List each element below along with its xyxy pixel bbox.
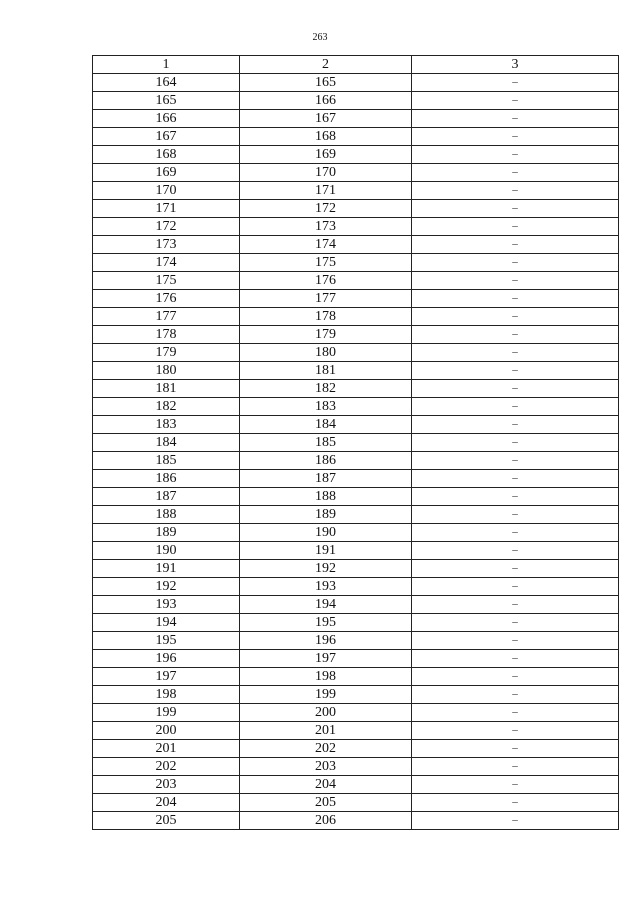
table-row — [93, 164, 619, 182]
table-cell: 188 — [93, 506, 240, 524]
dash-cell: – — [412, 776, 619, 794]
table-cell: 179 — [93, 344, 240, 362]
dash-cell: – — [412, 218, 619, 236]
table-cell: 180 — [93, 362, 240, 380]
table-cell: 202 — [93, 758, 240, 776]
dash-cell: – — [412, 380, 619, 398]
table-row — [93, 542, 619, 560]
table-row — [93, 380, 619, 398]
dash-cell: – — [412, 758, 619, 776]
dash-cell: – — [412, 146, 619, 164]
table-cell: 182 — [93, 398, 240, 416]
dash-cell: – — [412, 434, 619, 452]
table-cell: 205 — [240, 794, 412, 812]
table-row — [93, 344, 619, 362]
table-cell: 179 — [240, 326, 412, 344]
table-cell: 176 — [93, 290, 240, 308]
table-cell: 183 — [93, 416, 240, 434]
table-row — [93, 290, 619, 308]
table-row — [93, 596, 619, 614]
table-row — [93, 560, 619, 578]
table-cell: 173 — [240, 218, 412, 236]
table-row — [93, 236, 619, 254]
table-cell: 172 — [240, 200, 412, 218]
table-row — [93, 704, 619, 722]
table-row — [93, 578, 619, 596]
table-row — [93, 110, 619, 128]
table-cell: 173 — [93, 236, 240, 254]
table-cell: 180 — [240, 344, 412, 362]
dash-cell: – — [412, 182, 619, 200]
table-header — [93, 56, 619, 74]
table-row — [93, 326, 619, 344]
table-cell: 174 — [240, 236, 412, 254]
dash-cell: – — [412, 74, 619, 92]
table-cell: 182 — [240, 380, 412, 398]
dash-cell: – — [412, 416, 619, 434]
table-row — [93, 416, 619, 434]
table-row — [93, 524, 619, 542]
page-number: 263 — [312, 32, 328, 43]
dash-cell: – — [412, 470, 619, 488]
dash-cell: – — [412, 506, 619, 524]
table-cell: 197 — [240, 650, 412, 668]
header-row — [93, 56, 619, 74]
table-cell: 201 — [240, 722, 412, 740]
table-cell: 195 — [93, 632, 240, 650]
table-cell: 204 — [240, 776, 412, 794]
table-cell: 165 — [93, 92, 240, 110]
table-cell: 186 — [240, 452, 412, 470]
table-row — [93, 362, 619, 380]
dash-cell: – — [412, 578, 619, 596]
table-cell: 186 — [93, 470, 240, 488]
table-row — [93, 254, 619, 272]
table-cell: 187 — [240, 470, 412, 488]
table-cell: 184 — [93, 434, 240, 452]
table-cell: 165 — [240, 74, 412, 92]
table-cell: 168 — [240, 128, 412, 146]
table-row — [93, 272, 619, 290]
column-header-1: 1 — [93, 56, 240, 74]
dash-cell: – — [412, 596, 619, 614]
dash-cell: – — [412, 650, 619, 668]
table-row — [93, 470, 619, 488]
table-cell: 181 — [93, 380, 240, 398]
table-cell: 166 — [93, 110, 240, 128]
table-cell: 192 — [240, 560, 412, 578]
dash-cell: – — [412, 110, 619, 128]
dash-cell: – — [412, 254, 619, 272]
dash-cell: – — [412, 560, 619, 578]
table-row — [93, 722, 619, 740]
table-cell: 189 — [93, 524, 240, 542]
column-header-2: 2 — [240, 56, 412, 74]
dash-cell: – — [412, 740, 619, 758]
dash-cell: – — [412, 812, 619, 830]
dash-cell: – — [412, 794, 619, 812]
table-cell: 198 — [240, 668, 412, 686]
table-cell: 171 — [240, 182, 412, 200]
table-cell: 203 — [240, 758, 412, 776]
table-row — [93, 74, 619, 92]
table-cell: 190 — [240, 524, 412, 542]
dash-cell: – — [412, 362, 619, 380]
table-cell: 178 — [240, 308, 412, 326]
dash-cell: – — [412, 308, 619, 326]
table-cell: 175 — [93, 272, 240, 290]
table-cell: 199 — [240, 686, 412, 704]
table-cell: 204 — [93, 794, 240, 812]
table-row — [93, 128, 619, 146]
dash-cell: – — [412, 92, 619, 110]
table-cell: 196 — [93, 650, 240, 668]
table-cell: 200 — [240, 704, 412, 722]
dash-cell: – — [412, 614, 619, 632]
table-cell: 189 — [240, 506, 412, 524]
dash-cell: – — [412, 236, 619, 254]
table-cell: 191 — [93, 560, 240, 578]
table-cell: 174 — [93, 254, 240, 272]
dash-cell: – — [412, 704, 619, 722]
table-cell: 171 — [93, 200, 240, 218]
dash-cell: – — [412, 128, 619, 146]
dash-cell: – — [412, 722, 619, 740]
table-cell: 176 — [240, 272, 412, 290]
dash-cell: – — [412, 524, 619, 542]
table-cell: 188 — [240, 488, 412, 506]
table-cell: 185 — [93, 452, 240, 470]
table-row — [93, 668, 619, 686]
dash-cell: – — [412, 326, 619, 344]
dash-cell: – — [412, 452, 619, 470]
dash-cell: – — [412, 272, 619, 290]
table-cell: 178 — [93, 326, 240, 344]
table-cell: 170 — [240, 164, 412, 182]
dash-cell: – — [412, 668, 619, 686]
table-cell: 183 — [240, 398, 412, 416]
table-row — [93, 506, 619, 524]
table-row — [93, 794, 619, 812]
table-cell: 194 — [93, 614, 240, 632]
table-cell: 167 — [240, 110, 412, 128]
table-cell: 198 — [93, 686, 240, 704]
table-cell: 177 — [93, 308, 240, 326]
table-row — [93, 614, 619, 632]
table-cell: 172 — [93, 218, 240, 236]
table-cell: 203 — [93, 776, 240, 794]
table-row — [93, 92, 619, 110]
table-cell: 193 — [93, 596, 240, 614]
table-row — [93, 146, 619, 164]
table-row — [93, 758, 619, 776]
table-row — [93, 488, 619, 506]
table-cell: 164 — [93, 74, 240, 92]
table-cell: 205 — [93, 812, 240, 830]
table-row — [93, 740, 619, 758]
dash-cell: – — [412, 632, 619, 650]
table-cell: 187 — [93, 488, 240, 506]
table-cell: 206 — [240, 812, 412, 830]
dash-cell: – — [412, 164, 619, 182]
table-cell: 190 — [93, 542, 240, 560]
table-row — [93, 650, 619, 668]
table-row — [93, 308, 619, 326]
table-cell: 177 — [240, 290, 412, 308]
table-cell: 200 — [93, 722, 240, 740]
table-cell: 167 — [93, 128, 240, 146]
table-cell: 201 — [93, 740, 240, 758]
dash-cell: – — [412, 344, 619, 362]
dash-cell: – — [412, 488, 619, 506]
table-cell: 175 — [240, 254, 412, 272]
table-cell: 166 — [240, 92, 412, 110]
table-row — [93, 434, 619, 452]
table-cell: 168 — [93, 146, 240, 164]
table-cell: 169 — [93, 164, 240, 182]
table-cell: 169 — [240, 146, 412, 164]
table-cell: 192 — [93, 578, 240, 596]
table-cell: 185 — [240, 434, 412, 452]
table-row — [93, 686, 619, 704]
table-cell: 199 — [93, 704, 240, 722]
dash-cell: – — [412, 542, 619, 560]
table-row — [93, 218, 619, 236]
table-cell: 191 — [240, 542, 412, 560]
table-cell: 193 — [240, 578, 412, 596]
dash-cell: – — [412, 398, 619, 416]
table-cell: 184 — [240, 416, 412, 434]
table-cell: 170 — [93, 182, 240, 200]
table-row — [93, 812, 619, 830]
table-row — [93, 452, 619, 470]
table-row — [93, 632, 619, 650]
dash-cell: – — [412, 290, 619, 308]
table-row — [93, 200, 619, 218]
table-cell: 194 — [240, 596, 412, 614]
table-row — [93, 776, 619, 794]
dash-cell: – — [412, 686, 619, 704]
table-row — [93, 398, 619, 416]
table-cell: 197 — [93, 668, 240, 686]
dash-cell: – — [412, 200, 619, 218]
table-row — [93, 182, 619, 200]
column-header-3: 3 — [412, 56, 619, 74]
table-cell: 181 — [240, 362, 412, 380]
table-cell: 195 — [240, 614, 412, 632]
table-cell: 202 — [240, 740, 412, 758]
table-cell: 196 — [240, 632, 412, 650]
table-body — [93, 74, 619, 830]
data-table — [92, 55, 619, 830]
